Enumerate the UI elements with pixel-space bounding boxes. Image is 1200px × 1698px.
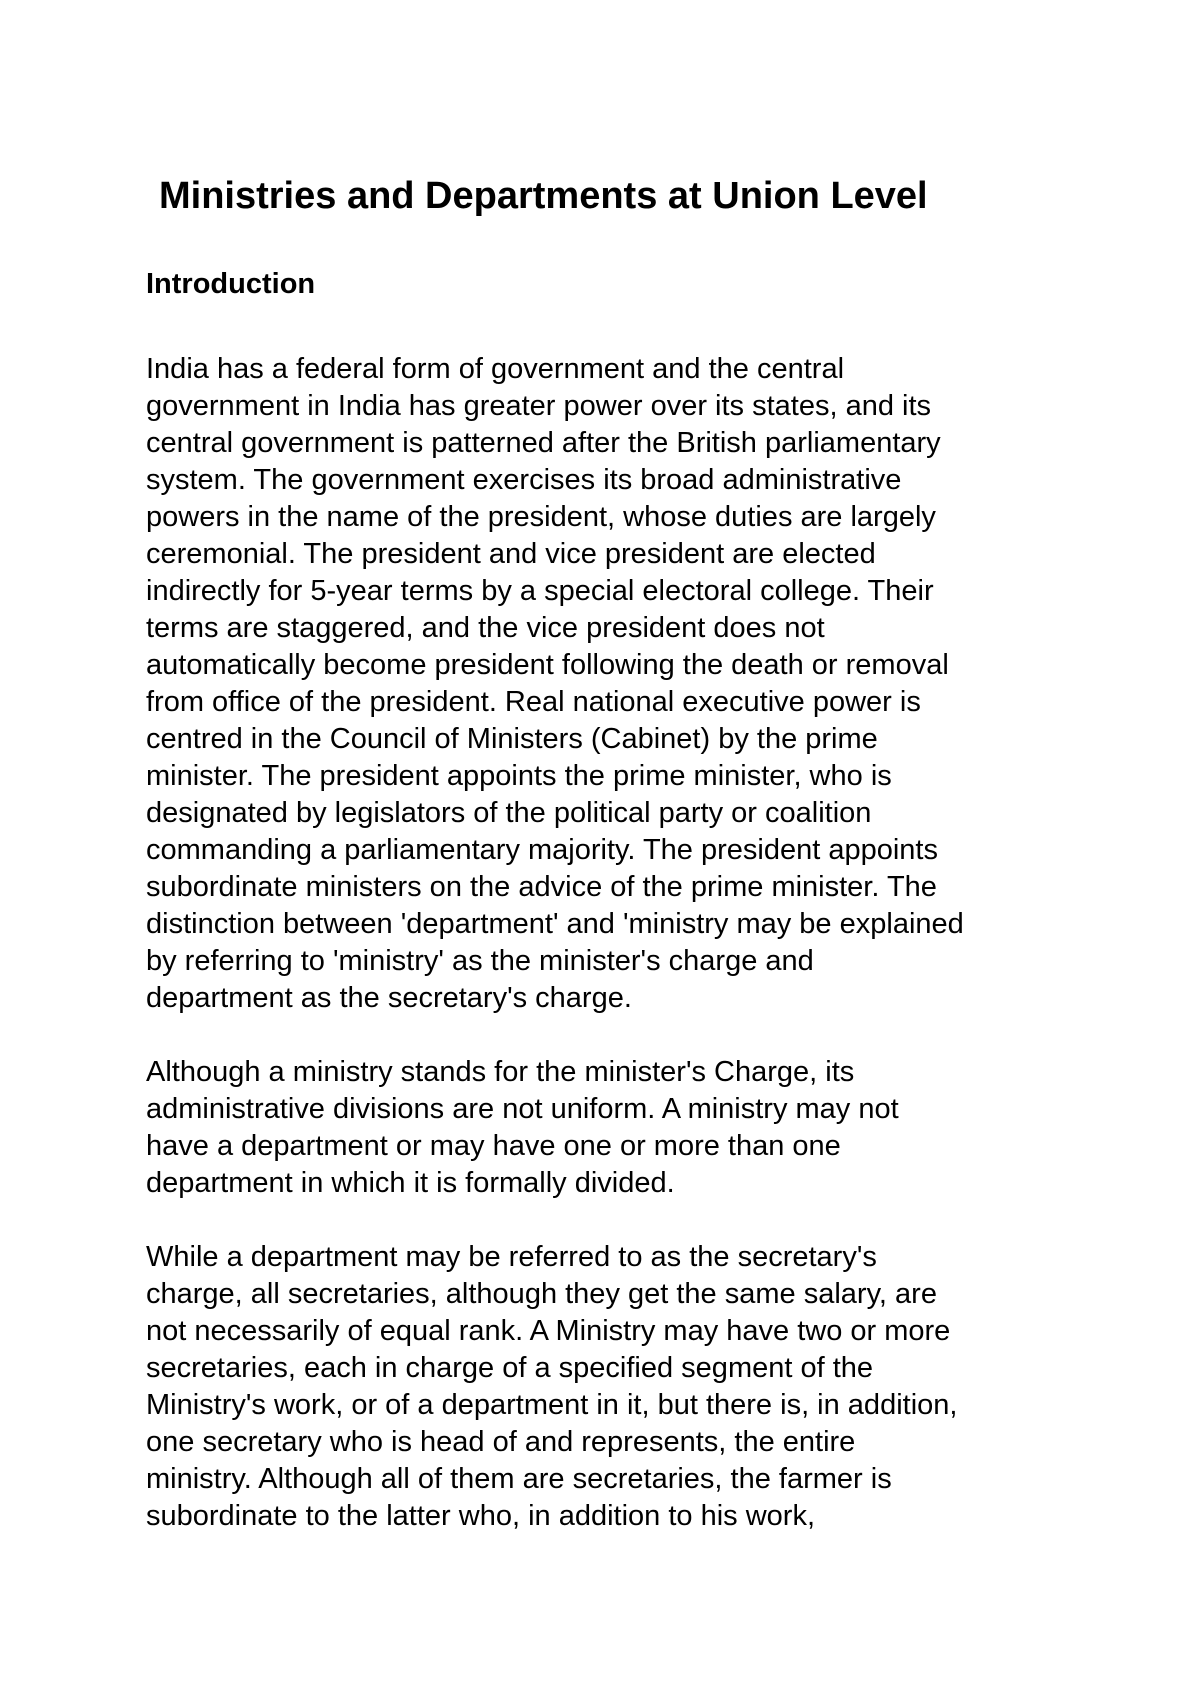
text-line: designated by legislators of the political party or coalition — [146, 797, 872, 829]
text-line: distinction between 'department' and 'ministry may be explained — [146, 908, 964, 940]
text-line: department as the secretary's charge. — [146, 982, 632, 1014]
text-line: administrative divisions are not uniform. A ministry may not — [146, 1093, 899, 1125]
text-line: indirectly for 5-year terms by a special electoral college. Their — [146, 575, 934, 607]
text-line: government in India has greater power over its states, and its — [146, 390, 932, 422]
text-line: not necessarily of equal rank. A Ministry may have two or more — [146, 1315, 951, 1347]
section-heading: Introduction — [146, 268, 316, 300]
text-line: centred in the Council of Ministers (Cabinet) by the prime — [146, 723, 878, 755]
text-line: secretaries, each in charge of a specified segment of the — [146, 1352, 874, 1384]
text-line: While a department may be referred to as the secretary's — [146, 1241, 877, 1273]
text-line: ministry. Although all of them are secretaries, the farmer is — [146, 1463, 892, 1495]
text-line: terms are staggered, and the vice president does not — [146, 612, 825, 644]
text-line: commanding a parliamentary majority. The president appoints — [146, 834, 938, 866]
body-text — [146, 351, 1146, 1572]
paragraph — [146, 1239, 1146, 1535]
text-line: central government is patterned after the British parliamentary — [146, 427, 941, 459]
text-line: automatically become president following the death or removal — [146, 649, 949, 681]
text-line: by referring to 'ministry' as the minister's charge and — [146, 945, 814, 977]
text-line: India has a federal form of government and the central — [146, 353, 845, 385]
text-line: Although a ministry stands for the minister's Charge, its — [146, 1056, 855, 1088]
text-line: powers in the name of the president, whose duties are largely — [146, 501, 936, 533]
paragraph — [146, 1054, 1146, 1202]
text-line: department in which it is formally divided. — [146, 1167, 675, 1199]
text-line: one secretary who is head of and represents, the entire — [146, 1426, 856, 1458]
text-line: Ministry's work, or of a department in it, but there is, in addition, — [146, 1389, 958, 1421]
paragraph — [146, 351, 1146, 1017]
text-line: minister. The president appoints the prime minister, who is — [146, 760, 892, 792]
text-line: have a department or may have one or more than one — [146, 1130, 841, 1162]
text-line: system. The government exercises its broad administrative — [146, 464, 902, 496]
text-line: from office of the president. Real national executive power is — [146, 686, 921, 718]
text-line: subordinate ministers on the advice of the prime minister. The — [146, 871, 937, 903]
document-title: Ministries and Departments at Union Level — [159, 175, 928, 217]
text-line: charge, all secretaries, although they get the same salary, are — [146, 1278, 937, 1310]
text-line: ceremonial. The president and vice president are elected — [146, 538, 876, 570]
text-line: subordinate to the latter who, in addition to his work, — [146, 1500, 815, 1532]
